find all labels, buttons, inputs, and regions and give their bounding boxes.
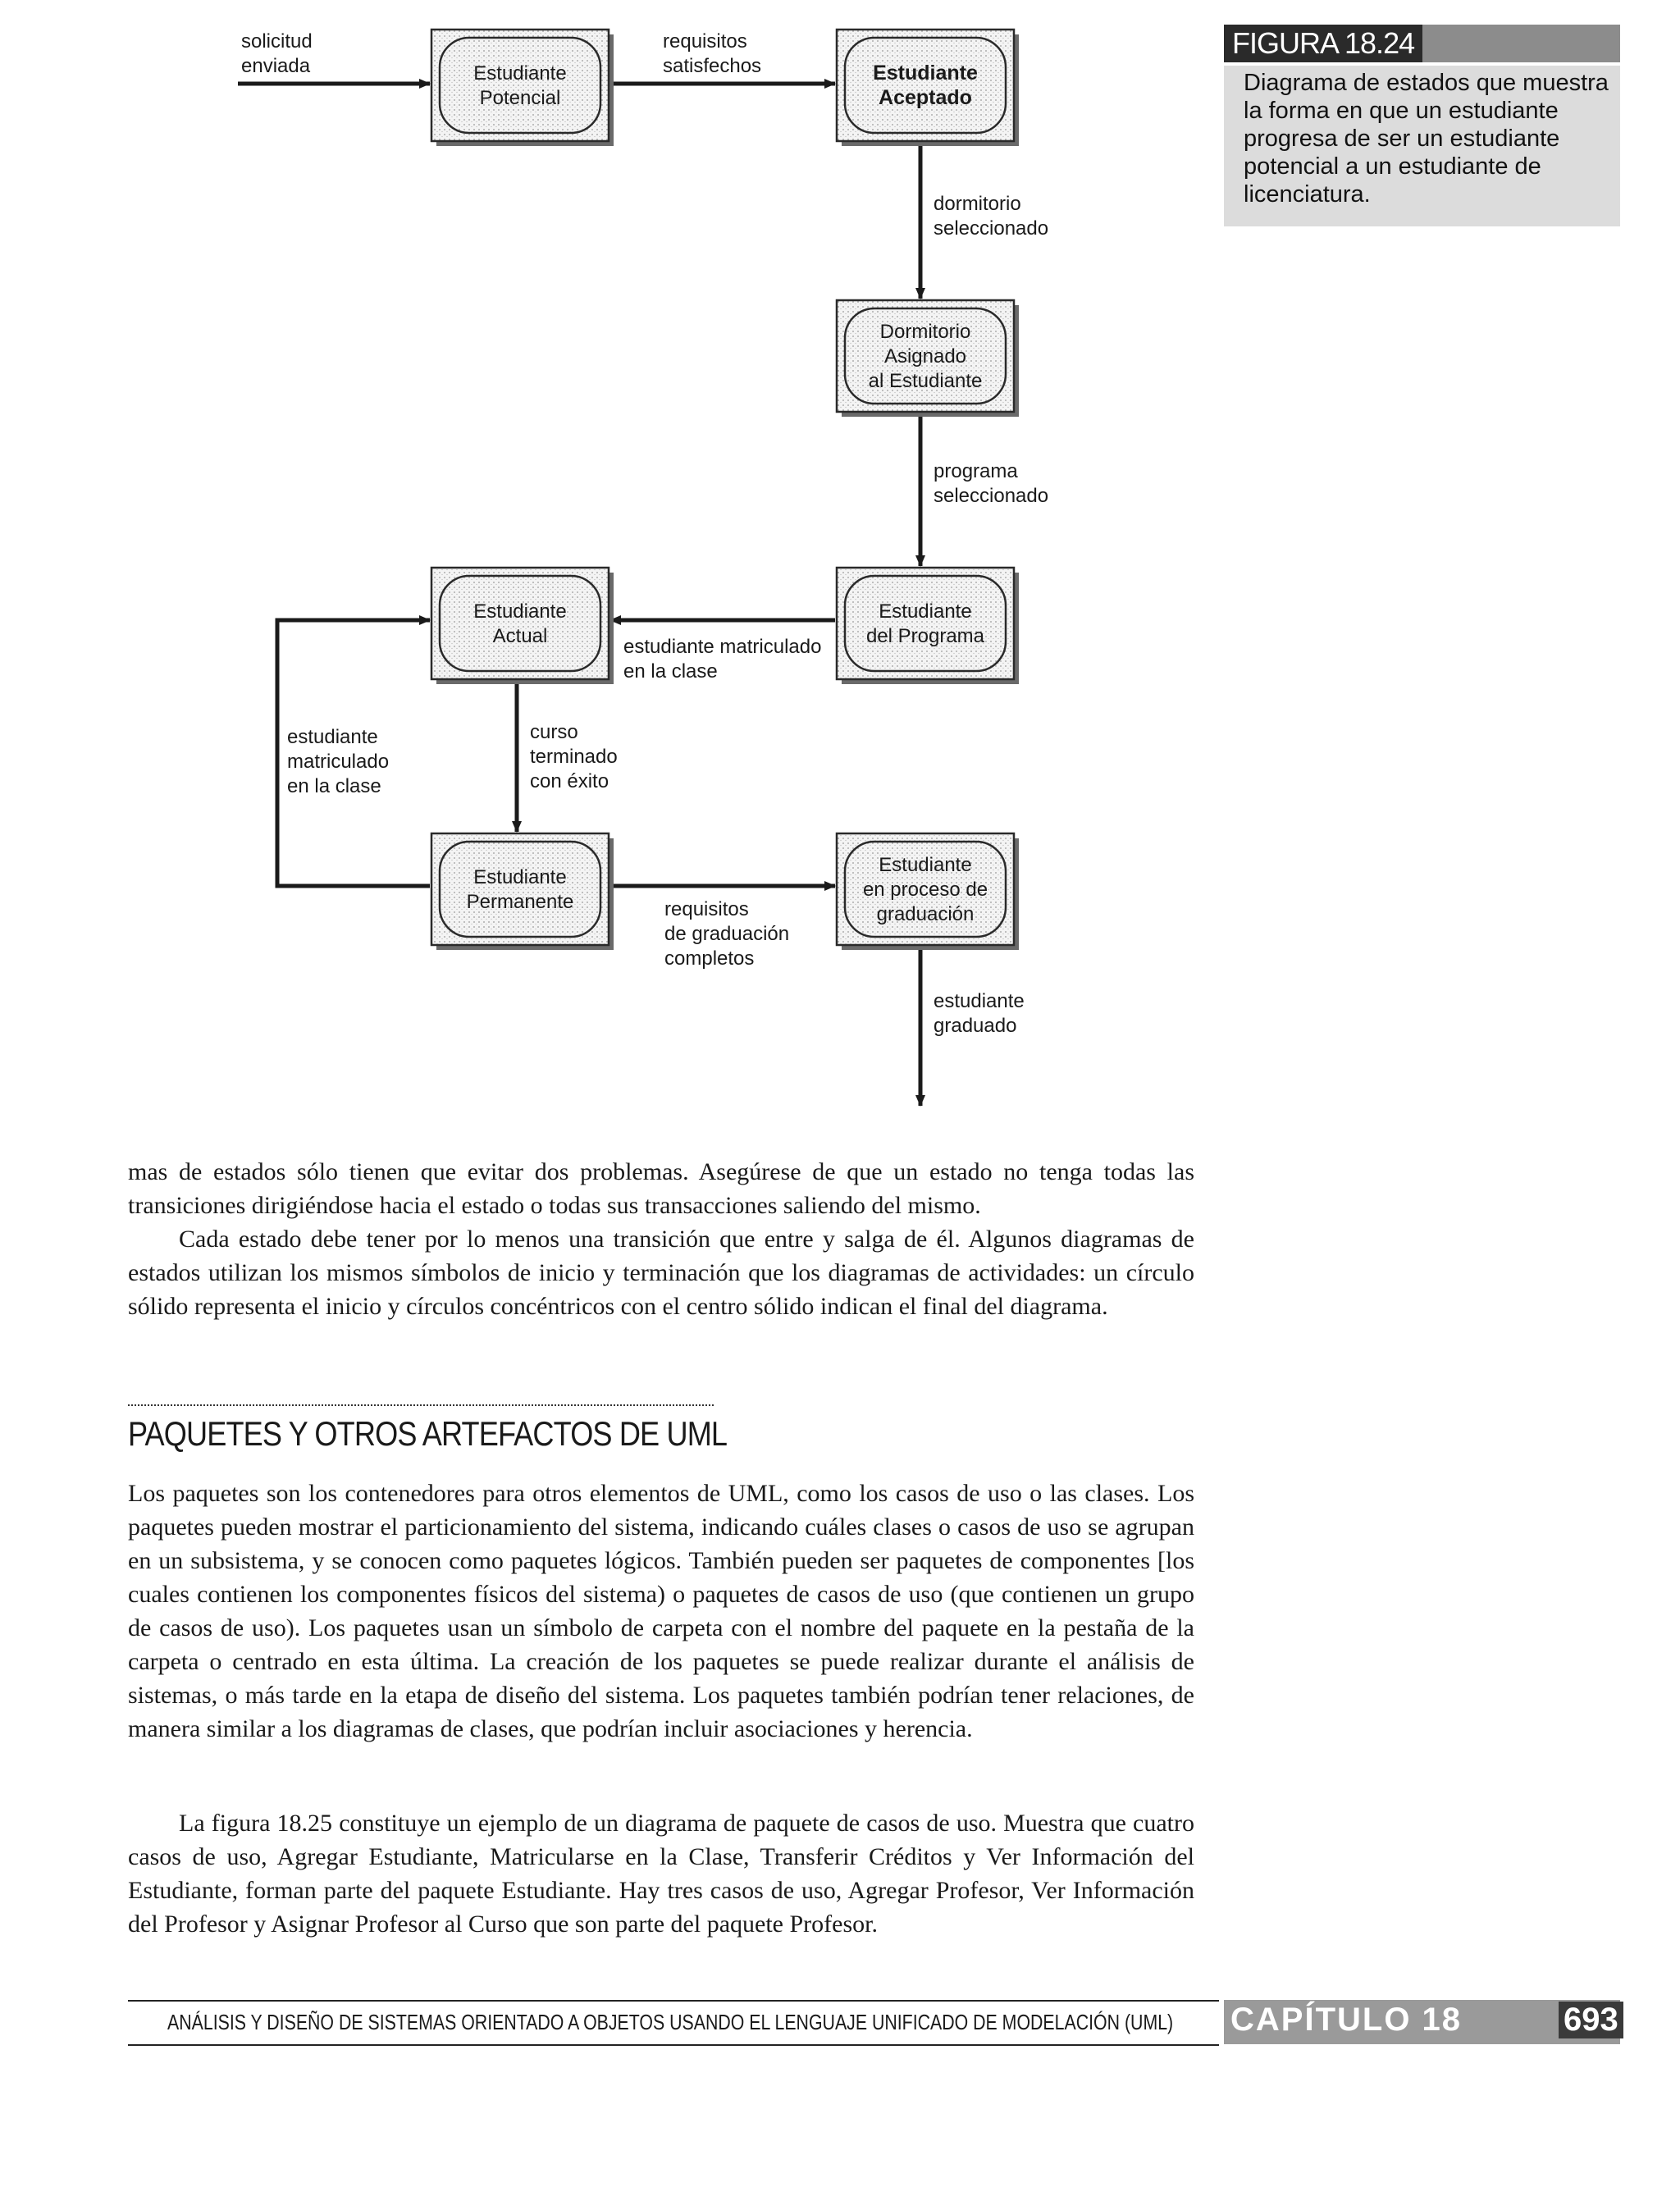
state-label: Permanente [466,891,574,913]
state-label: Estudiante [473,62,567,84]
states-layer [431,30,1019,950]
transition-text: dormitorio [934,193,1021,215]
transition-text: requisitos [663,30,747,52]
state-permanente [431,833,614,950]
transition-label-t5 [530,721,618,792]
state-rounded-box [440,842,600,937]
state-label: en proceso de [862,879,988,901]
transition-text: requisitos [664,898,749,920]
state-label: al Estudiante [868,370,983,392]
transition-label-t7 [664,898,789,970]
transition-text: estudiante matriculado [623,636,822,658]
state-actual [431,568,614,684]
state-rounded-box [845,38,1006,133]
transition-text: satisfechos [663,55,762,77]
state-rounded-box [440,576,600,671]
transition-label-t4 [623,636,821,682]
transition-text: matriculado [287,751,390,773]
state-potencial [431,30,614,146]
transition-label-t2 [934,193,1048,240]
state-label: Estudiante [879,600,972,623]
state-label: Dormitorio [879,321,971,343]
paragraph-2: Cada estado debe tener por lo menos una transición que entre y salga de él. Algunos diagramas de estados utilizan los mismos símbolos de inicio y terminación que los diagramas de actividades: un círculo sólido representa el inicio y círculos concéntricos con el centro sólido indican el final del diagrama. [128,1226,1194,1320]
transition-text: solicitud [241,30,313,52]
transition-text: estudiante [934,990,1025,1012]
transition-label-t0 [241,30,313,77]
transition-text: seleccionado [934,485,1049,507]
transition-text: enviada [241,55,311,77]
transition-text: completos [664,947,755,970]
state-graduacion [837,833,1019,950]
transition-text: estudiante [287,726,378,748]
paragraph-1: mas de estados sólo tienen que evitar dos problemas. Asegúrese de que un estado no tenga todas las transiciones dirigiéndose hacia el estado o todas sus transacciones saliendo del mismo. [128,1158,1194,1219]
state-dormitorio [837,300,1019,417]
transition-label-t1 [663,30,761,77]
state-label: Estudiante [473,866,567,888]
transition-text: de graduación [664,923,790,945]
state-aceptado [837,30,1019,146]
transition-label-t3 [934,460,1048,507]
state-programa [837,568,1019,684]
paragraph-3: Los paquetes son los contenedores para otros elementos de UML, como los casos de uso o las clases. Los paquetes pueden mostrar el particionamiento del sistema, indicando cuáles clases o casos de uso se agrupan en un subsistema, y se conocen como paquetes lógicos. También pueden ser paquetes de componentes [los cuales contienen los componentes físicos del sistema) o paquetes de casos de uso (que contienen un grupo de casos de uso). Los paquetes usan un símbolo de carpeta con el nombre del paquete en la pestaña de la carpeta o centrado en esta última. La creación de los paquetes se puede realizar durante el análisis de sistemas, o más tarde en la etapa de diseño del sistema. Los paquetes también podrían tener relaciones, de manera similar a los diagramas de clases, que podrían incluir asociaciones y herencia. [128,1480,1194,1742]
transition-text: en la clase [623,660,718,682]
running-title: ANÁLISIS Y DISEÑO DE SISTEMAS ORIENTADO A OBJETOS USANDO EL LENGUAJE UNIFICADO DE MODELACIÓN (UML) [167,2010,1174,2034]
figure-number: FIGURA 18.24 [1224,25,1422,62]
chapter-label: CAPÍTULO 18 [1230,2002,1463,2038]
state-label: graduación [876,903,975,925]
section-divider [128,1404,714,1406]
transition-text: seleccionado [934,217,1049,240]
state-label: Potencial [479,87,561,109]
state-label: Estudiante [473,600,567,623]
transition-text: graduado [934,1015,1017,1037]
figure-caption: Diagrama de estados que muestra la forma en que un estudiante progresa de ser un estudiante potencial a un estudiante de licenciatura. [1224,66,1620,226]
state-label: Actual [492,625,548,647]
state-rounded-box [440,38,600,133]
page-number: 693 [1559,2002,1623,2038]
paragraph-4: La figura 18.25 constituye un ejemplo de un diagrama de paquete de casos de uso. Muestra que cuatro casos de uso, Agregar Estudiante, Matricularse en la Clase, Transferir Créditos y Ver Información del Estudiante, forman parte del paquete Estudiante. Hay tres casos de uso, Agregar Profesor, Ver Información del Profesor y Asignar Profesor al Curso que son parte del paquete Profesor. [128,1810,1194,1938]
transition-label-t8 [934,990,1025,1037]
transition-text: curso [530,721,578,743]
state-label: Estudiante [879,854,972,876]
state-rounded-box [845,576,1006,671]
transition-text: terminado [530,746,618,768]
state-label: del Programa [865,625,985,647]
footer-rule-top [128,2000,1219,2002]
state-label: Aceptado [879,86,972,109]
transition-text: programa [934,460,1018,482]
transition-label-t6 [287,726,389,797]
footer-rule-bottom [128,2044,1219,2046]
figure-tag [1224,25,1620,62]
transition-text: en la clase [287,775,381,797]
section-title: PAQUETES Y OTROS ARTEFACTOS DE UML [128,1414,728,1453]
transition-text: con éxito [530,770,609,792]
state-label: Asignado [883,345,967,368]
state-label: Estudiante [873,62,978,84]
